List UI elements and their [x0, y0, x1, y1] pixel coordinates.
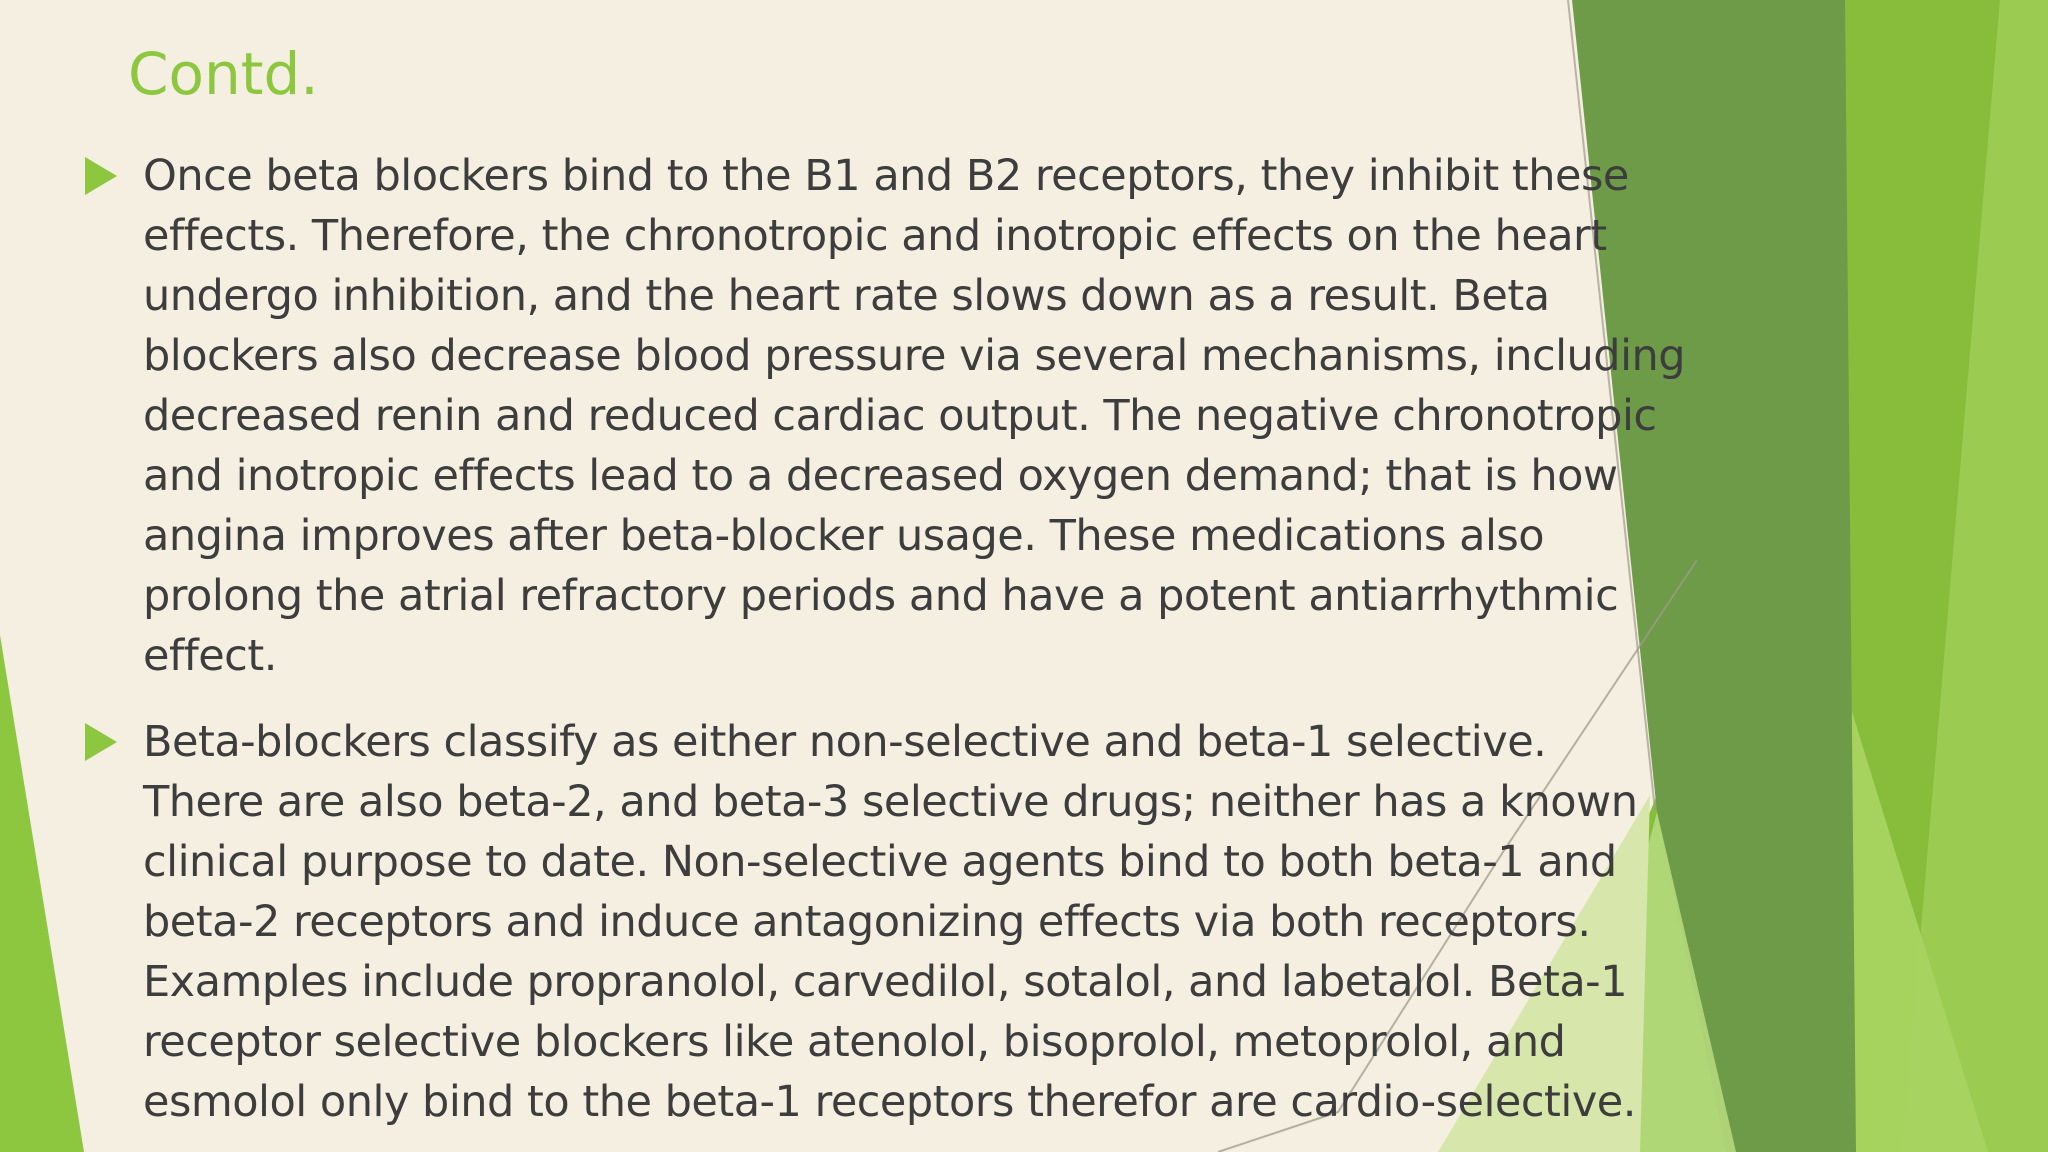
bullet-arrow-icon: [85, 723, 117, 761]
bullet-arrow-icon: [85, 157, 117, 195]
bullet-text-line: undergo inhibition, and the heart rate slows down as a result. Beta: [143, 271, 1550, 321]
bullet-text-line: angina improves after beta-blocker usage. These medications also: [143, 511, 1545, 561]
bullet-2-text: [143, 712, 1637, 1132]
bullet-text-line: beta-2 receptors and induce antagonizing effects via both receptors.: [143, 897, 1591, 947]
slide-title: Contd.: [128, 40, 319, 108]
bullet-text-line: and inotropic effects lead to a decreased oxygen demand; that is how: [143, 451, 1618, 501]
bullet-text-line: receptor selective blockers like atenolol, bisoprolol, metoprolol, and: [143, 1017, 1566, 1067]
bullet-item-2: [85, 712, 1637, 1132]
bullet-text-line: esmolol only bind to the beta-1 receptors therefor are cardio-selective.: [143, 1077, 1636, 1127]
bullet-text-line: Beta-blockers classify as either non-selective and beta-1 selective.: [143, 717, 1547, 767]
bullet-text-line: Once beta blockers bind to the B1 and B2 receptors, they inhibit these: [143, 151, 1629, 201]
corner-triangle-decoration: [0, 635, 84, 1152]
bullet-text-line: effects. Therefore, the chronotropic and inotropic effects on the heart: [143, 211, 1607, 261]
bullet-text-line: Examples include propranolol, carvedilol, sotalol, and labetalol. Beta-1: [143, 957, 1628, 1007]
bullet-text-line: prolong the atrial refractory periods and have a potent antiarrhythmic: [143, 571, 1619, 621]
bullet-text-line: decreased renin and reduced cardiac output. The negative chronotropic: [143, 391, 1657, 441]
bullet-text-line: blockers also decrease blood pressure via several mechanisms, including: [143, 331, 1686, 381]
bullet-text-line: effect.: [143, 631, 277, 681]
bullet-text-line: There are also beta-2, and beta-3 selective drugs; neither has a known: [143, 777, 1638, 827]
bullet-1-text: [143, 146, 1685, 686]
bullet-item-1: [85, 146, 1685, 686]
bullet-text-line: clinical purpose to date. Non-selective agents bind to both beta-1 and: [143, 837, 1617, 887]
